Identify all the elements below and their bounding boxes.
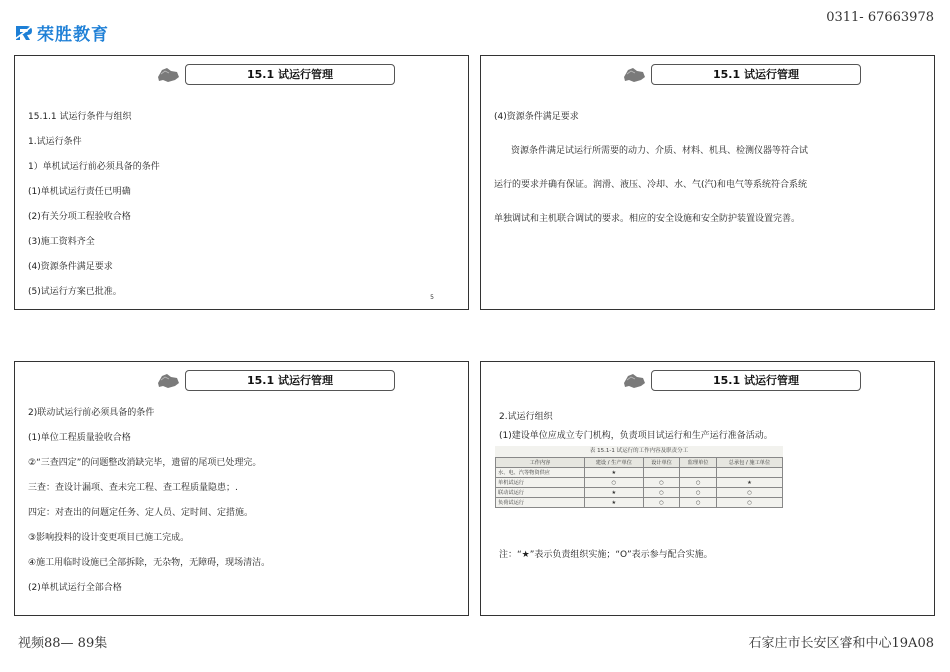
table-row <box>496 498 783 508</box>
text-line: 2.试运行组织 <box>499 412 553 422</box>
text-line: 四定：对查出的问题定任务、定人员、定时间、定措施。 <box>28 508 254 518</box>
slide-header <box>155 64 395 85</box>
text-line: ②“三查四定”的问题整改消缺完毕，遗留的尾项已处理完。 <box>28 458 262 468</box>
responsibility-table <box>495 457 783 508</box>
text-line: (1)单机试运行责任已明确 <box>28 187 131 197</box>
text-line: (2)单机试运行全部合格 <box>28 583 122 593</box>
video-episode-label: 视频88— 89集 <box>18 636 108 651</box>
table-cell: ○ <box>716 498 782 508</box>
text-line: 1）单机试运行前必须具备的条件 <box>28 162 160 172</box>
text-line: ③影响投料的设计变更项目已施工完成。 <box>28 533 190 543</box>
slide-body <box>28 401 456 601</box>
table-row <box>496 488 783 498</box>
text-line: (4)资源条件满足要求 <box>494 112 579 122</box>
slide-4 <box>480 361 935 616</box>
text-line: 15.1.1 试运行条件与组织 <box>28 112 132 122</box>
table-cell <box>680 468 717 478</box>
table-header: 设计单位 <box>643 458 680 468</box>
logo-text: 荣胜教育 <box>37 25 109 45</box>
table-cell: ○ <box>643 488 680 498</box>
text-line: (1)单位工程质量验收合格 <box>28 433 131 443</box>
table-cell: ○ <box>680 488 717 498</box>
table-cell: 联动试运行 <box>496 488 585 498</box>
text-line: 运行的要求并确有保证。润滑、液压、冷却、水、气(汽)和电气等系统符合系统 <box>494 180 808 190</box>
text-line: 2)联动试运行前必须具备的条件 <box>28 408 155 418</box>
table-cell: ★ <box>585 488 644 498</box>
table-header-row <box>496 458 783 468</box>
text-line: (3)施工资料齐全 <box>28 237 95 247</box>
map-shape-icon <box>621 65 647 85</box>
text-line: 三查：查设计漏项、查未完工程、查工程质量隐患；. <box>28 483 238 493</box>
table-caption: 表 15.1-1 试运行的工作内容及职责分工 <box>495 446 783 457</box>
table-cell: ○ <box>643 498 680 508</box>
slide-body <box>28 105 456 305</box>
table-cell: ○ <box>716 488 782 498</box>
slide-3 <box>14 361 469 616</box>
slide-body <box>494 100 922 236</box>
text-line: ④施工用临时设施已全部拆除，无杂物，无障碍，现场清洁。 <box>28 558 271 568</box>
text-line: 1.试运行条件 <box>28 137 82 147</box>
table-header: 监理单位 <box>680 458 717 468</box>
slide-body <box>499 408 922 446</box>
table-cell: ★ <box>585 498 644 508</box>
table-row <box>496 478 783 488</box>
page-number: 5 <box>430 294 434 301</box>
slide-title: 15.1 试运行管理 <box>185 370 395 391</box>
slide-title: 15.1 试运行管理 <box>185 64 395 85</box>
table-cell: ○ <box>585 478 644 488</box>
slide-header <box>621 370 861 391</box>
table-cell: ○ <box>680 478 717 488</box>
table-header: 建设 / 生产单位 <box>585 458 644 468</box>
table-cell: ★ <box>585 468 644 478</box>
table-cell: 单机试运行 <box>496 478 585 488</box>
table-cell: 水、电、汽等物资供应 <box>496 468 585 478</box>
logo-icon <box>14 23 34 43</box>
table-row <box>496 468 783 478</box>
map-shape-icon <box>621 371 647 391</box>
slide-2 <box>480 55 935 310</box>
table-cell <box>716 468 782 478</box>
text-line: (5)试运行方案已批准。 <box>28 287 122 297</box>
address-label: 石家庄市长安区睿和中心19A08 <box>748 636 934 651</box>
map-shape-icon <box>155 371 181 391</box>
table-cell <box>643 468 680 478</box>
table-note: 注：“★”表示负责组织实施；“O”表示参与配合实施。 <box>499 550 713 560</box>
table-cell: 负荷试运行 <box>496 498 585 508</box>
slide-title: 15.1 试运行管理 <box>651 64 861 85</box>
text-line: (4)资源条件满足要求 <box>28 262 113 272</box>
text-line: (2)有关分项工程验收合格 <box>28 212 131 222</box>
table-header: 工作内容 <box>496 458 585 468</box>
slide-header <box>155 370 395 391</box>
table-cell: ★ <box>716 478 782 488</box>
table-cell: ○ <box>643 478 680 488</box>
slide-header <box>621 64 861 85</box>
table-header: 总承包 / 施工单位 <box>716 458 782 468</box>
text-line: 资源条件满足试运行所需要的动力、介质、材料、机具、检测仪器等符合试 <box>511 146 809 156</box>
phone-number: 0311- 67663978 <box>826 10 934 25</box>
map-shape-icon <box>155 65 181 85</box>
logo <box>14 20 109 45</box>
slide-title: 15.1 试运行管理 <box>651 370 861 391</box>
table-cell: ○ <box>680 498 717 508</box>
slide-1 <box>14 55 469 310</box>
text-line: (1)建设单位应成立专门机构，负责项目试运行和生产运行准备活动。 <box>499 431 773 441</box>
text-line: 单独调试和主机联合调试的要求。相应的安全设施和安全防护装置设置完善。 <box>494 214 801 224</box>
